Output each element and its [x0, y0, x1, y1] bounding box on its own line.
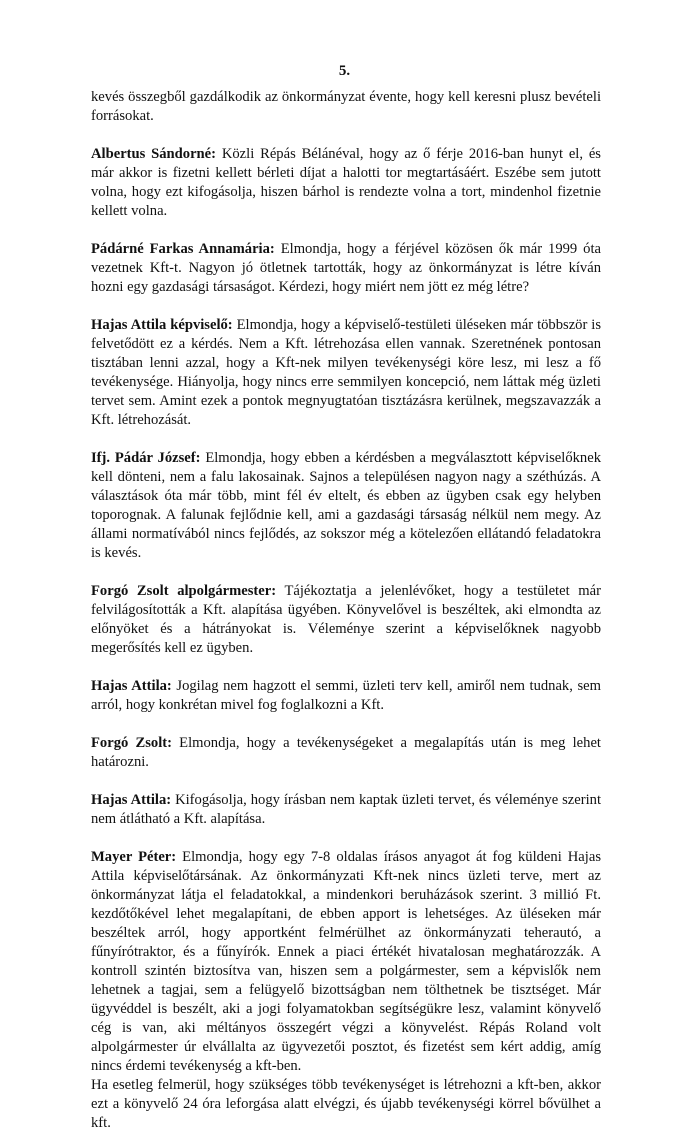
- paragraph-text: Elmondja, hogy ebben a kérdésben a megválasztott képviselőknek kell dönteni, nem a falu lakosainak. Sajnos a településen nagyon nagy a széthúzás. A választások óta már több, mint fél év eltelt, és ebben az ügyben csak egy helyben toporognak. A falunak fejlődnie kell, ami a gazdasági társaság nélkül nem megy. Az állami normatívából nincs fejlődés, az sokszor még a kötelezően ellátandó feladatokra is kevés.: [91, 450, 601, 561]
- paragraph-text: Tájékoztatja a jelenlévőket, hogy a testületet már felvilágosították a Kft. alapítása ügyében. Könyvelővel is beszéltek, aki elmondta az előnyöket és a hátrányokat is. Véleménye szerint a képviselőknek nagyobb megerősítés kell ez ügyben.: [91, 583, 601, 656]
- paragraph-text: Kifogásolja, hogy írásban nem kaptak üzleti tervet, és véleménye szerint nem átlátható a Kft. alapítása.: [91, 792, 602, 827]
- paragraph-text: Elmondja, hogy egy 7-8 oldalas írásos anyagot át fog küldeni Hajas Attila képviselőtársának. Az önkormányzati Kft-nek nincs üzleti terve, mert az önkormányzat látja el feladatokkal, a mindenkori beruházások szerint. 3 millió Ft. kezdőtőkével lehet megalapítani, de ebben apport is lehetséges. Az üléseken már beszéltek arról, hogy apportként felmérülhet az önkormányzati teherautó, a fűnyírótraktor, és a fűnyírók. Ennek a piaci értékét hivatalosan meghatározzák. A kontroll szintén biztosítva van, hiszen sem a polgármester, sem a képvislők nem lehetnek a tagjai, sem a felügyelő bizottságban nem tölthetnek be tisztséget. Már ügyvéddel is beszélt, aki a jogi folyamatokban segítségükre lesz, valamint könyvelő cég is van, aki méltányos összegért végzi a könyvelést. Répás Roland volt alpolgármester úr elvállalta az ügyvezetői posztot, és fizetést sem kért addig, amíg nincs érdemi tevékenység a kft-ben.: [91, 849, 602, 1074]
- statement-hajas-attila: [91, 677, 601, 715]
- statement-mayer-peter-continued: [91, 1076, 601, 1133]
- speaker-name: Pádárné Farkas Annamária:: [91, 241, 275, 257]
- statement-hajas-attila-2: [91, 791, 601, 829]
- paragraph-text: Jogilag nem hagzott el semmi, üzleti terv kell, amiről nem tudnak, sem arról, hogy konkrétan mivel fog foglalkozni a Kft.: [91, 678, 601, 713]
- statement-padarne-farkas-annamaria: [91, 240, 601, 297]
- paragraph-continuation: [91, 88, 601, 126]
- minutes-body: [91, 88, 601, 1133]
- statement-albertus-sandorne: [91, 145, 601, 221]
- statement-forgo-zsolt: [91, 734, 601, 772]
- paragraph-text: Elmondja, hogy a férjével közösen ők már 1999 óta vezetnek Kft-t. Nagyon jó ötletnek tartották, hogy az önkormányzat is létre kíván hozni egy gazdasági társaságot. Kérdezi, hogy miért nem jött ez még létre?: [91, 241, 601, 295]
- speaker-name: Albertus Sándorné:: [91, 146, 217, 162]
- speaker-name: Hajas Attila képviselő:: [91, 317, 233, 333]
- statement-mayer-peter: [91, 848, 601, 1076]
- statement-forgo-zsolt-alpolgarmester: [91, 582, 601, 658]
- speaker-name: Mayer Péter:: [91, 849, 177, 865]
- statement-hajas-attila-kepviselo: [91, 316, 601, 430]
- paragraph-text: Közli Répás Bélánéval, hogy az ő férje 2016-ban hunyt el, és már akkor is fizetni kellett bérleti díjat a halotti tor megtartásáért. Eszébe sem jutott volna, hogy ezt kifogásolja, hiszen bárhol is rendezte volna a tort, mindenhol fizetnie kellett volna.: [91, 146, 601, 219]
- speaker-name: Ifj. Pádár József:: [91, 450, 201, 466]
- speaker-name: Hajas Attila:: [91, 792, 172, 808]
- paragraph-text: kevés összegből gazdálkodik az önkormányzat évente, hogy kell keresni plusz bevételi forrásokat.: [91, 89, 601, 124]
- page-number: 5.: [338, 63, 351, 79]
- paragraph-text: Elmondja, hogy a tevékenységeket a megalapítás után is meg lehet határozni.: [91, 735, 601, 770]
- speaker-name: Forgó Zsolt:: [91, 735, 172, 751]
- speaker-name: Hajas Attila:: [91, 678, 172, 694]
- paragraph-text: Ha esetleg felmerül, hogy szükséges több tevékenységet is létrehozni a kft-ben, akkor ezt a könyvelő 24 óra leforgása alatt elvégzi, és újabb tevékenységi körrel bővülhet a kft.: [91, 1077, 601, 1131]
- statement-ifj-padar-jozsef: [91, 449, 601, 563]
- paragraph-text: Elmondja, hogy a képviselő-testületi üléseken már többször is felvetődött ez a kérdés. Nem a Kft. létrehozása ellen vannak. Szeretnének pontosan tisztában lenni azzal, hogy a Kft-nek milyen tevékenységi köre lesz, mi lesz a fő tevékenysége. Hiányolja, hogy nincs erre semmilyen koncepció, nem láttak még üzleti tervet sem. Amint ezek a pontok megnyugtatóan tisztázásra kerülnek, megszavazzák a Kft. létrehozását.: [91, 317, 601, 428]
- speaker-name: Forgó Zsolt alpolgármester:: [91, 583, 277, 599]
